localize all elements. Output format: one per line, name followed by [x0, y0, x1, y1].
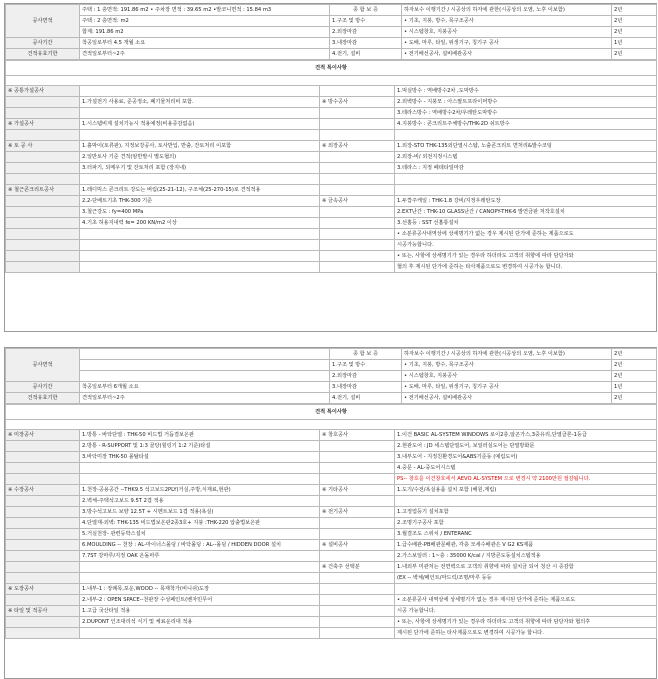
note-row: [6, 163, 657, 174]
note-category-right: [320, 240, 395, 251]
notes-body: [6, 86, 657, 273]
warranty-item: 2.외장마감: [330, 371, 402, 382]
note-row: [6, 185, 657, 196]
note-category-right: [320, 441, 395, 452]
note-detail: 3.바닥미장 THK-50 몰탈타설: [80, 452, 320, 463]
warranty-years: 1년: [612, 38, 657, 49]
note-category-right: [320, 573, 395, 584]
note-category-right: [320, 108, 395, 119]
note-detail-right: • 소분류공사 내역상에 상세명기가 없는 경우 제시된 단가에 준하는 제품으로도: [395, 595, 657, 606]
note-detail-right: 3.내부도어 - 지정친환경도어&ABS기준동 (예림도어): [395, 452, 657, 463]
note-category-right: [320, 606, 395, 617]
note-category-right: [320, 474, 395, 485]
warranty-desc: • 전기배선공사, 설비배관공사: [402, 393, 612, 404]
note-detail-right: 1.고정업등기 설치포함: [395, 507, 657, 518]
warranty-item: 1.구조 및 방수: [330, 360, 402, 371]
note-detail-right: 2.외장-비/ 외전지정시스템: [395, 152, 657, 163]
note-detail-right: 1.외장-STO THK-135외단열시스템, 노출콘크리트 면처리&발수코팅: [395, 141, 657, 152]
note-category-right: ※ 방수공사: [320, 97, 395, 108]
note-category: [6, 441, 80, 452]
note-category-right: ※ 건축주 선택분: [320, 562, 395, 573]
validity-value: 견적일로부터~2주: [80, 49, 330, 60]
note-category-right: ※ 금속공사: [320, 196, 395, 207]
period-value: 착공일로부터 4.5 개월 소요: [80, 38, 330, 49]
note-category: [6, 108, 80, 119]
note-row: [6, 174, 657, 185]
note-detail: 6.MOULDING -- 천장 : AL-마이너스몰딩 / 바닥몰딩 : AL--몰딩 / HIDDEN DOOR 설치: [80, 540, 320, 551]
note-detail: 4.기초 허용지내력 fe= 200 KN/m2 이상: [80, 218, 320, 229]
note-row: [6, 119, 657, 130]
note-detail: [80, 130, 320, 141]
warranty-header-cell: 종 합 보 증: [330, 5, 402, 16]
note-row: [6, 229, 657, 240]
note-detail-right: [395, 584, 657, 595]
warranty-years: 2년: [612, 360, 657, 371]
note-category: [6, 474, 80, 485]
note-detail: 2.일반토사 기준 견적(암반발시 별도협의): [80, 152, 320, 163]
note-category: [6, 529, 80, 540]
note-category: [6, 496, 80, 507]
note-detail-right: 2.외벽방수 - 지붕모 : 아스팔트프라이머방수: [395, 97, 657, 108]
note-row: [6, 485, 657, 496]
note-category: ※ 미장공사: [6, 430, 80, 441]
note-category-right: [320, 529, 395, 540]
note-detail: 2.DUPONT 인조대리석 식기 및 체료운리대 적용: [80, 617, 320, 628]
note-category-right: [320, 595, 395, 606]
note-detail: [80, 474, 320, 485]
note-detail: [80, 463, 320, 474]
warranty-desc: • 시스템창호, 지붕공사: [402, 371, 612, 382]
note-detail: [80, 573, 320, 584]
note-category: [6, 229, 80, 240]
warranty-years: 2년: [612, 371, 657, 382]
note-row: [6, 452, 657, 463]
spacer-row: [6, 76, 657, 86]
notes-table: [5, 60, 657, 273]
project-info-table: [5, 4, 657, 60]
note-row: [6, 463, 657, 474]
note-detail: [80, 108, 320, 119]
note-row: [6, 207, 657, 218]
note-detail-right: 1.먹실방수 : 역배방수2차 ,도막방수: [395, 86, 657, 97]
note-row: [6, 152, 657, 163]
estimate-sheet-bottom: [4, 347, 657, 679]
note-category: ※ 철근콘크리트공사: [6, 185, 80, 196]
period-value: 착공일로부터 6개월 소요: [80, 382, 330, 393]
note-category-right: [320, 174, 395, 185]
note-detail-right: 시공 가능합니다.: [395, 606, 657, 617]
warranty-header-cell: 종 합 보 증: [330, 349, 402, 360]
note-detail: 1.고급 국산타일 적용: [80, 606, 320, 617]
note-category-right: [320, 628, 395, 639]
warranty-desc: • 도배, 마루, 타일, 위생기구, 칭기구 공사: [402, 38, 612, 49]
warranty-desc: • 기초, 지붕, 방수, 목구조공사: [402, 16, 612, 27]
note-row: [6, 617, 657, 628]
note-detail: 1.가설전기 사용료, 준공정소, 폐기물처리비 포함.: [80, 97, 320, 108]
note-detail-right: • 또는, 사항에 상세명기가 있는 경우라 하더라도 고객의 취향에 따라 담당자와: [395, 251, 657, 262]
note-category-right: ※ 전기공사: [320, 507, 395, 518]
note-category-right: [320, 496, 395, 507]
note-detail: 2.방통 - R-SUPPORT 및 1:3 골탕(힐링기 1:2 기준)타설: [80, 441, 320, 452]
note-category: [6, 617, 80, 628]
section-title: 견적 특이사항: [6, 61, 657, 76]
note-row: [6, 595, 657, 606]
note-category: [6, 540, 80, 551]
note-detail-right: (EX -- 벽체/페인트/마드릭/조명/마루 등등: [395, 573, 657, 584]
note-detail: 2.2-단배트기초 THK-300 기준: [80, 196, 320, 207]
note-category-right: [320, 218, 395, 229]
warranty-desc: • 전기배선공사, 설비배관공사: [402, 49, 612, 60]
note-row: [6, 529, 657, 540]
note-category: [6, 262, 80, 273]
note-row: [6, 573, 657, 584]
note-detail-right: 시공가능합니다.: [395, 240, 657, 251]
note-row: [6, 540, 657, 551]
note-row: [6, 474, 657, 485]
warranty-item: 2.외장마감: [330, 27, 402, 38]
note-detail-right: 2.현관도어 : JD 세스템단열도어, 보일러실도어는 단열방화문: [395, 441, 657, 452]
note-detail-right: [395, 496, 657, 507]
warranty-years: 2년: [612, 393, 657, 404]
note-category-right: [320, 551, 395, 562]
notes-body: [6, 430, 657, 639]
warranty-item: 3.내장마감: [330, 382, 402, 393]
warranty-item: 3.내장마감: [330, 38, 402, 49]
note-detail: 5.거실천장- 관련등박스설치: [80, 529, 320, 540]
note-detail: 7.7ST 강마루/지정 OAK 온돌마루: [80, 551, 320, 562]
note-category-right: [320, 207, 395, 218]
section-title: 견적 특이사항: [6, 405, 657, 420]
note-row: [6, 141, 657, 152]
note-detail-right: • 소분류공사내역상에 상세명기가 없는 경우 제시된 단가에 준하는 제품으로도: [395, 229, 657, 240]
note-detail: [80, 251, 320, 262]
note-category-right: [320, 119, 395, 130]
warranty-header-desc: 하자보수 이행기간 / 시공상의 하자에 관한(시공상의 오염, 노후 이보함): [402, 5, 612, 16]
note-category-right: ※ 기타공사: [320, 485, 395, 496]
note-category: ※ 타일 및 적공사: [6, 606, 80, 617]
warranty-item: 4.전기, 설비: [330, 49, 402, 60]
note-detail-right: 제시된 단가에 준하는 타사제품으로도 변경하여 시공가능 합니다.: [395, 628, 657, 639]
note-row: [6, 130, 657, 141]
note-detail: [80, 562, 320, 573]
note-detail-right: 1.도기/수전/욕실용품 설치 포함 (해원,계림): [395, 485, 657, 496]
note-category-right: [320, 262, 395, 273]
note-category-right: [320, 185, 395, 196]
note-detail-right: • 또는, 사항에 상세명기가 있는 경우라 하더라도 고객의 취향에 따라 담당자와 협의후: [395, 617, 657, 628]
warranty-years: 1년: [612, 382, 657, 393]
note-category: [6, 507, 80, 518]
note-detail-right: [395, 185, 657, 196]
note-row: [6, 441, 657, 452]
note-row: [6, 262, 657, 273]
note-row: [6, 240, 657, 251]
note-detail: 3.터파기, 되메우기 및 잔토처리 포함 (장지내): [80, 163, 320, 174]
warranty-header-years: 2년: [612, 5, 657, 16]
note-category-right: [320, 452, 395, 463]
note-category: [6, 163, 80, 174]
note-detail: [80, 262, 320, 273]
validity-value: 견적일로부터~2주: [80, 393, 330, 404]
note-detail: 1.방통 - 바닥단열 : THK-50 비드법 거듭결보온판: [80, 430, 320, 441]
estimate-sheet-top: [4, 3, 657, 332]
note-row: [6, 86, 657, 97]
warranty-item: 1.구조 및 방수: [330, 16, 402, 27]
period-label: 공사기간: [6, 382, 80, 393]
note-category: ※ 가설공사: [6, 119, 80, 130]
note-category-right: [320, 251, 395, 262]
spacer-row: [6, 420, 657, 430]
warranty-desc: • 도배, 마루, 타일, 위생기구, 칭기구 공사: [402, 382, 612, 393]
note-category: ※ 도장공사: [6, 584, 80, 595]
note-detail-right: [395, 130, 657, 141]
note-row: [6, 496, 657, 507]
note-detail: [80, 229, 320, 240]
note-category-right: [320, 584, 395, 595]
note-detail-right: 4.중문 - AL-중도어시스템: [395, 463, 657, 474]
area-label: 공사면적: [6, 5, 80, 38]
note-category: [6, 152, 80, 163]
validity-label: 건적유효기한: [6, 49, 80, 60]
note-row: [6, 606, 657, 617]
note-detail-right: 2.조명기구공사 포함: [395, 518, 657, 529]
note-detail: 1.천장-공용공간 --THK9.5 석고보드2PLY(거실,주방,식재료,현관): [80, 485, 320, 496]
note-category: [6, 240, 80, 251]
note-row: [6, 551, 657, 562]
note-category-right: [320, 152, 395, 163]
note-row: [6, 218, 657, 229]
note-detail-right: [395, 174, 657, 185]
notes-table: [5, 404, 657, 639]
note-row: [6, 584, 657, 595]
note-detail: [80, 174, 320, 185]
note-category: [6, 174, 80, 185]
note-category: [6, 218, 80, 229]
note-detail-right: 1.급수배관-PB배관문배관, 각층 모세수배관은 V G2 KS제품: [395, 540, 657, 551]
note-category: [6, 628, 80, 639]
area-row: 주택 : 1 층면적: 191.86 m2 • 주차장 면적 : 39.65 m2 •발코니면적 : 15.84 m3: [80, 5, 330, 16]
note-category: [6, 97, 80, 108]
note-detail: [80, 86, 320, 97]
note-row: [6, 562, 657, 573]
note-category: ※ 공통가설공사: [6, 86, 80, 97]
note-category: [6, 562, 80, 573]
note-detail: 1.레디믹스 콘크리트 강도는 버림(25-21-12), 구조체(25-270-15)로 견적적용: [80, 185, 320, 196]
period-label: 공사기간: [6, 38, 80, 49]
note-detail-right: 3.선홈등 : SST 선홈통설치: [395, 218, 657, 229]
note-detail-right: 1.이건 BASIC AL-SYSTEM WINDOWS 로이2층,알곤가스,3중유리,단열클론-1등급: [395, 430, 657, 441]
note-row: [6, 251, 657, 262]
note-detail: 3.철근강도 : fy=400 MPa: [80, 207, 320, 218]
note-category-right: ※ 창호공사: [320, 430, 395, 441]
warranty-years: 2년: [612, 49, 657, 60]
note-detail: [80, 628, 320, 639]
note-detail: 2.벽체-주택석고보드 9.5T 2겹 적용: [80, 496, 320, 507]
note-detail-right: 협의 후 제시된 단가에 준하는 타사제품으로도 변경하여 시공가능 합니다.: [395, 262, 657, 273]
note-row: [6, 518, 657, 529]
note-row: [6, 507, 657, 518]
warranty-desc: • 기초, 지붕, 방수, 목구조공사: [402, 360, 612, 371]
note-detail-right: 1.내외부 미관처는 전면벽으로 고객의 취향에 따라 설치금 되어 청산 시 증감함: [395, 562, 657, 573]
note-row: [6, 196, 657, 207]
note-category: [6, 251, 80, 262]
note-detail-right: 2.EXT난간 : THK-10 GLASS난간 / CANOPY-THK-6 발연금판 처작호설치: [395, 207, 657, 218]
note-row: [6, 97, 657, 108]
note-category-right: [320, 163, 395, 174]
area-row: [80, 371, 330, 382]
note-row: [6, 628, 657, 639]
note-category: [6, 452, 80, 463]
note-category: [6, 463, 80, 474]
warranty-years: 2년: [612, 16, 657, 27]
note-category: [6, 196, 80, 207]
warranty-header-desc: 하자보수 이행기간 / 시공상의 하자에 관한(시공상의 오염, 노후 이보함): [402, 349, 612, 360]
note-row: [6, 430, 657, 441]
note-category: [6, 551, 80, 562]
note-category: ※ 토 공 사: [6, 141, 80, 152]
note-category-right: [320, 86, 395, 97]
note-detail: 1.흙막이(토류판), 지정보강공사, 토사반입, 반출, 잔토처리 이포함: [80, 141, 320, 152]
note-detail: 4.단열재-외벽: THK-135 비드법보온판2종3호+ 지붕 :THK-220 압출법보온판: [80, 518, 320, 529]
area-label: 공사면적: [6, 349, 80, 382]
note-detail: 2.내부-2 : OPEN SPACE--천판장 수성페인트(벤자민무어: [80, 595, 320, 606]
note-category: ※ 수장공사: [6, 485, 80, 496]
note-detail-right: 2.가스보일러 : 1~층 : 35000 K/cal / 지방콘도동설치스템적용: [395, 551, 657, 562]
note-category-right: [320, 617, 395, 628]
area-row: [80, 360, 330, 371]
warranty-item: 4.전기, 설비: [330, 393, 402, 404]
note-detail-right: 3.테라스 : 지정 페데타일마감: [395, 163, 657, 174]
note-category: [6, 573, 80, 584]
note-category-right: [320, 463, 395, 474]
note-category-right: [320, 518, 395, 529]
note-detail: 1.내부-1 : 장례목,포운,WOOD -- 목재착가(비니쉬)도장: [80, 584, 320, 595]
project-info-table: [5, 348, 657, 404]
area-row: 합계: 191.86 m2: [80, 27, 330, 38]
area-row: [80, 349, 330, 360]
note-detail: 1.시스템비계 설치기능시 적용예정(비용증감없음): [80, 119, 320, 130]
note-category: [6, 518, 80, 529]
note-category-right: [320, 229, 395, 240]
note-category-right: [320, 130, 395, 141]
note-detail-right: 4.지붕방수 : 콘크리트주체방수/THK-2D 쉬트방수: [395, 119, 657, 130]
note-category: [6, 207, 80, 218]
note-category: [6, 595, 80, 606]
validity-label: 건적유효기한: [6, 393, 80, 404]
area-row: 주택 : 2 층면적: m2: [80, 16, 330, 27]
note-detail-right: 3.테라스방수 : 역배방수2차/우레탄도막방수: [395, 108, 657, 119]
note-row: [6, 108, 657, 119]
warranty-years: 2년: [612, 27, 657, 38]
note-category-right: ※ 외장공사: [320, 141, 395, 152]
note-detail-right: 1.두깝주케일 : THK-1.8 강비/지정우레탄도장: [395, 196, 657, 207]
note-detail: 3.방수석고보드 보양 12.5T + 시멘트보드 1겹 적용(욕실): [80, 507, 320, 518]
note-detail-right: 3.월결조도 스위치 / ENTERANC: [395, 529, 657, 540]
note-category: [6, 130, 80, 141]
note-detail-right: PS-- 창호를 이건창호에서 AEVO AL-SYSTEM 으로 변경시 약 2100만원 절감됩니다.: [395, 474, 657, 485]
note-category-right: ※ 설비공사: [320, 540, 395, 551]
warranty-header-years: 2년: [612, 349, 657, 360]
note-detail: [80, 240, 320, 251]
warranty-desc: • 시스템창호, 지붕공사: [402, 27, 612, 38]
